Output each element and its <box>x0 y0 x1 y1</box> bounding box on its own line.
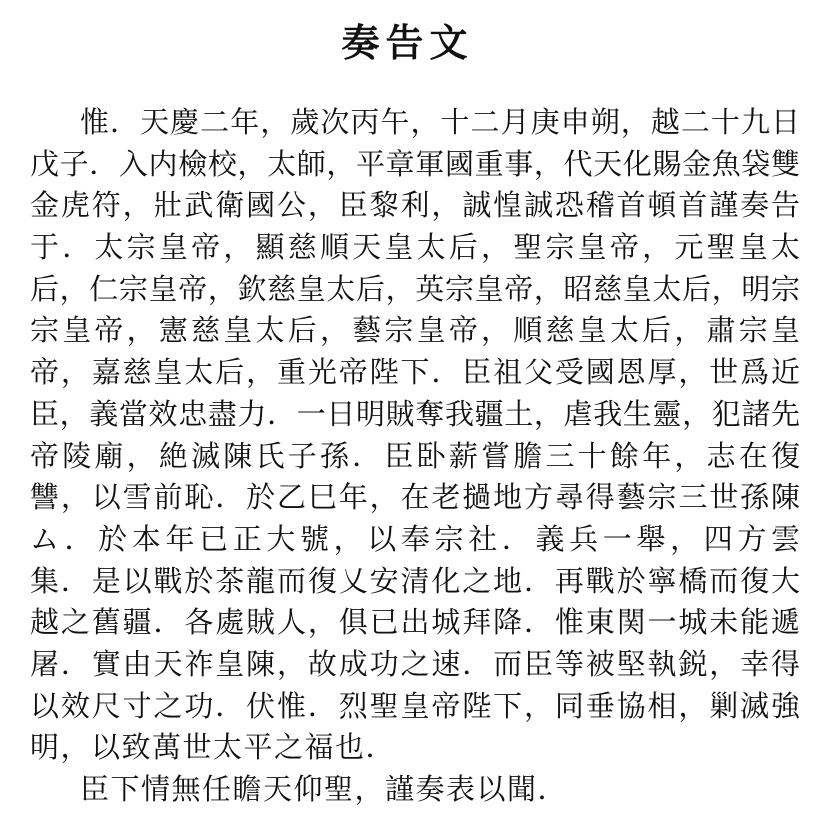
text-line: 金虎符，壯武衛國公，臣黎利，誠惶誠恐稽首頓首謹奏告 <box>30 188 800 223</box>
text-line: 明，以致萬世太平之福也． <box>30 730 397 765</box>
text-line: 讐，以雪前恥．於乙巳年，在老撾地方尋得藝宗三世孫陳 <box>30 480 800 515</box>
text-line: 屠．實由天祚皇陳，故成功之速．而臣等被堅執鋭，幸得 <box>30 646 800 681</box>
text-line: 宗皇帝，憲慈皇太后，藝宗皇帝，順慈皇太后，肅宗皇 <box>30 313 800 348</box>
document-title: 奏告文 <box>341 20 474 65</box>
text-line: 惟．天慶二年，歲次丙午，十二月庚申朔，越二十九日 <box>80 105 800 139</box>
text-line: 戊子．入内檢校，太師，平章軍國重事，代天化賜金魚袋雙 <box>30 146 800 181</box>
text-line: 臣，義當效忠盡力．一日明賊奪我疆土，虐我生靈，犯諸先 <box>30 396 800 431</box>
text-line: 集．是以戰於茶龍而復乂安清化之地．再戰於寧橋而復大 <box>30 563 800 598</box>
text-line: 后，仁宗皇帝，欽慈皇太后，英宗皇帝，昭慈皇太后，明宗 <box>30 271 800 306</box>
text-line: 以效尺寸之功．伏惟．烈聖皇帝陛下，同垂協相，剿滅強 <box>30 688 800 723</box>
document-body <box>30 102 800 811</box>
text-line: 帝陵廟，絶滅陳氏子孫．臣卧薪嘗膽三十餘年，志在復 <box>30 438 800 473</box>
text-line: ム．於本年已正大號，以奉宗社．義兵一舉，四方雲 <box>30 521 800 556</box>
text-line: 于．太宗皇帝，顯慈順天皇太后，聖宗皇帝，元聖皇太 <box>30 230 800 265</box>
text-line: 帝，嘉慈皇太后，重光帝陛下．臣祖父受國恩厚，世爲近 <box>30 355 800 390</box>
closing-line: 臣下情無任瞻天仰聖，謹奏表以聞． <box>80 772 569 806</box>
text-line: 越之舊疆．各處賊人，俱已出城拜降．惟東関一城未能遞 <box>30 605 800 640</box>
